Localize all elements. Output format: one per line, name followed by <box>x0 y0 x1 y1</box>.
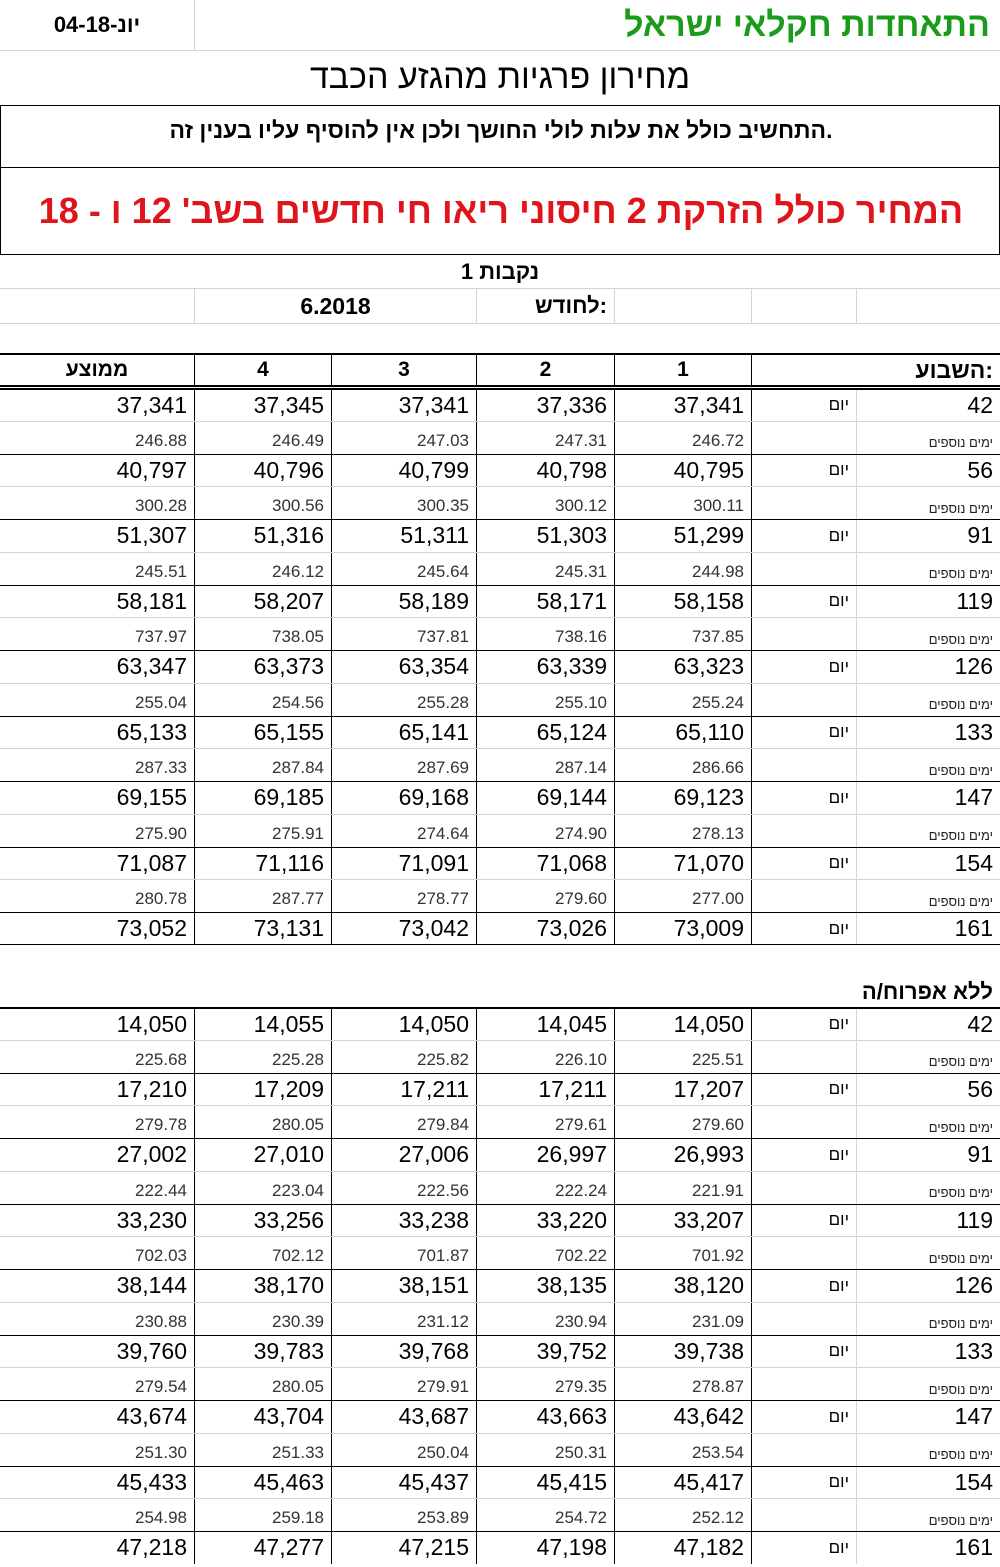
extra-average: 737.97 <box>0 618 195 650</box>
price-week-3: 37,341 <box>332 390 477 421</box>
price-week-2: 73,026 <box>477 913 615 945</box>
extra-days-row <box>0 617 1000 650</box>
extra-days-label: ימים נוספים <box>928 697 993 713</box>
extra-average: 251.30 <box>0 1434 195 1466</box>
price-week-3: 40,799 <box>332 455 477 487</box>
price-average: 73,052 <box>0 913 195 945</box>
table-row <box>0 388 1000 421</box>
age-days: 154 <box>954 849 993 876</box>
table-row <box>0 650 1000 683</box>
age-days: 91 <box>967 1141 993 1168</box>
price-average: 71,087 <box>0 848 195 880</box>
price-note: המחיר כולל הזרקת 2 חיסוני ריאו חי חדשים בשב' 12 ו - 18 <box>38 190 964 231</box>
extra-week-4: 280.05 <box>195 1368 332 1400</box>
price-week-1: 69,123 <box>615 782 752 814</box>
section2-title: ללא אפרוח/ה <box>861 978 993 1004</box>
extra-week-2: 247.31 <box>477 422 615 454</box>
extra-week-3: 701.87 <box>332 1237 477 1269</box>
extra-week-2: 300.12 <box>477 487 615 519</box>
extra-week-4: 702.12 <box>195 1237 332 1269</box>
day-label: יום <box>752 520 857 552</box>
price-week-1: 43,642 <box>615 1401 752 1433</box>
price-week-1: 40,795 <box>615 455 752 487</box>
age-days: 126 <box>954 1272 993 1299</box>
extra-week-4: 275.91 <box>195 815 332 847</box>
extra-week-1: 221.91 <box>615 1172 752 1204</box>
subtitle-row <box>0 255 1000 288</box>
extra-week-3: 279.84 <box>332 1106 477 1138</box>
extra-week-3: 279.91 <box>332 1368 477 1400</box>
extra-week-1: 300.11 <box>615 487 752 519</box>
price-week-3: 33,238 <box>332 1205 477 1237</box>
table-row <box>0 716 1000 749</box>
price-average: 45,433 <box>0 1467 195 1499</box>
price-week-4: 40,796 <box>195 455 332 487</box>
extra-week-3: 300.35 <box>332 487 477 519</box>
price-week-1: 37,341 <box>615 390 752 421</box>
table-row <box>0 1138 1000 1171</box>
table-row <box>0 1007 1000 1040</box>
extra-week-2: 226.10 <box>477 1041 615 1073</box>
extra-week-1: 252.12 <box>615 1499 752 1531</box>
extra-week-3: 231.12 <box>332 1303 477 1335</box>
price-week-1: 38,120 <box>615 1270 752 1302</box>
extra-week-1: 253.54 <box>615 1434 752 1466</box>
price-week-1: 63,323 <box>615 651 752 683</box>
extra-average: 702.03 <box>0 1237 195 1269</box>
month-label: לחודש: <box>477 289 615 323</box>
extra-week-2: 738.16 <box>477 618 615 650</box>
price-average: 33,230 <box>0 1205 195 1237</box>
extra-days-row <box>0 748 1000 781</box>
age-days: 119 <box>956 1206 993 1233</box>
price-week-3: 45,437 <box>332 1467 477 1499</box>
day-label: יום <box>752 1467 857 1499</box>
table-row <box>0 1269 1000 1302</box>
extra-days-row <box>0 486 1000 519</box>
extra-days-label: ימים נוספים <box>928 500 993 516</box>
price-average: 27,002 <box>0 1139 195 1171</box>
price-week-4: 73,131 <box>195 913 332 945</box>
extra-week-2: 255.10 <box>477 684 615 716</box>
extra-week-1: 279.60 <box>615 1106 752 1138</box>
price-week-2: 63,339 <box>477 651 615 683</box>
price-week-3: 14,050 <box>332 1009 477 1040</box>
price-week-3: 38,151 <box>332 1270 477 1302</box>
day-label: יום <box>752 586 857 618</box>
day-label: יום <box>752 913 857 945</box>
extra-week-2: 230.94 <box>477 1303 615 1335</box>
price-average: 17,210 <box>0 1074 195 1106</box>
extra-days-label: ימים נוספים <box>928 762 993 778</box>
price-week-3: 71,091 <box>332 848 477 880</box>
extra-days-row <box>0 552 1000 585</box>
price-week-4: 69,185 <box>195 782 332 814</box>
extra-days-label: ימים נוספים <box>928 1054 993 1070</box>
day-label: יום <box>752 1139 857 1171</box>
day-label: יום <box>752 1401 857 1433</box>
price-week-2: 14,045 <box>477 1009 615 1040</box>
table-row <box>0 1466 1000 1499</box>
col-week-2: 2 <box>477 355 615 385</box>
extra-days-row <box>0 683 1000 716</box>
col-week-label: השבוע: <box>915 356 993 383</box>
extra-week-3: 274.64 <box>332 815 477 847</box>
extra-days-label: ימים נוספים <box>928 1119 993 1135</box>
price-week-4: 58,207 <box>195 586 332 618</box>
extra-week-1: 286.66 <box>615 749 752 781</box>
age-days: 147 <box>954 784 993 811</box>
extra-week-2: 279.35 <box>477 1368 615 1400</box>
calculation-note: התחשיב כולל את עלות לולי החושך ולכן אין להוסיף עליו בענין זה. <box>169 116 833 143</box>
price-average: 63,347 <box>0 651 195 683</box>
price-week-2: 51,303 <box>477 520 615 552</box>
age-days: 147 <box>954 1403 993 1430</box>
extra-week-4: 230.39 <box>195 1303 332 1335</box>
price-week-4: 51,316 <box>195 520 332 552</box>
price-average: 69,155 <box>0 782 195 814</box>
price-week-1: 65,110 <box>615 717 752 749</box>
report-date: 04-יונ-18 <box>0 0 195 50</box>
extra-week-3: 255.28 <box>332 684 477 716</box>
age-days: 91 <box>967 522 993 549</box>
price-week-2: 39,752 <box>477 1336 615 1368</box>
extra-week-3: 278.77 <box>332 880 477 912</box>
extra-week-4: 246.12 <box>195 553 332 585</box>
extra-days-row <box>0 1498 1000 1531</box>
extra-week-2: 279.61 <box>477 1106 615 1138</box>
price-average: 43,674 <box>0 1401 195 1433</box>
day-label: יום <box>752 1074 857 1106</box>
price-average: 40,797 <box>0 455 195 487</box>
month-row <box>0 288 1000 324</box>
price-week-3: 65,141 <box>332 717 477 749</box>
age-days: 161 <box>954 1534 993 1561</box>
price-week-1: 33,207 <box>615 1205 752 1237</box>
extra-week-3: 225.82 <box>332 1041 477 1073</box>
extra-days-row <box>0 1367 1000 1400</box>
extra-week-3: 250.04 <box>332 1434 477 1466</box>
price-week-3: 69,168 <box>332 782 477 814</box>
col-week-1: 1 <box>615 355 752 385</box>
extra-average: 245.51 <box>0 553 195 585</box>
extra-week-1: 246.72 <box>615 422 752 454</box>
extra-days-label: ימים נוספים <box>928 1447 993 1463</box>
extra-week-1: 278.87 <box>615 1368 752 1400</box>
extra-average: 246.88 <box>0 422 195 454</box>
extra-week-4: 738.05 <box>195 618 332 650</box>
age-days: 133 <box>954 718 993 745</box>
price-week-3: 73,042 <box>332 913 477 945</box>
price-week-4: 43,704 <box>195 1401 332 1433</box>
extra-week-4: 300.56 <box>195 487 332 519</box>
price-week-3: 63,354 <box>332 651 477 683</box>
day-label: יום <box>752 1532 857 1564</box>
extra-days-row <box>0 1302 1000 1335</box>
extra-week-2: 287.14 <box>477 749 615 781</box>
price-week-2: 40,798 <box>477 455 615 487</box>
extra-days-row <box>0 1236 1000 1269</box>
extra-week-4: 259.18 <box>195 1499 332 1531</box>
price-week-4: 27,010 <box>195 1139 332 1171</box>
column-header-row <box>0 353 1000 387</box>
price-week-3: 27,006 <box>332 1139 477 1171</box>
price-week-3: 47,215 <box>332 1532 477 1564</box>
price-week-2: 43,663 <box>477 1401 615 1433</box>
day-label: יום <box>752 1205 857 1237</box>
day-label: יום <box>752 1336 857 1368</box>
table-row <box>0 1204 1000 1237</box>
extra-week-3: 247.03 <box>332 422 477 454</box>
price-week-3: 17,211 <box>332 1074 477 1106</box>
price-week-2: 65,124 <box>477 717 615 749</box>
org-name: התאחדות חקלאי ישראל <box>624 5 990 44</box>
table-row <box>0 1400 1000 1433</box>
age-days: 161 <box>954 915 993 942</box>
age-days: 56 <box>967 1075 993 1102</box>
price-week-1: 47,182 <box>615 1532 752 1564</box>
day-label: יום <box>752 782 857 814</box>
extra-average: 280.78 <box>0 880 195 912</box>
extra-week-2: 702.22 <box>477 1237 615 1269</box>
extra-week-1: 701.92 <box>615 1237 752 1269</box>
table-row <box>0 585 1000 618</box>
header-row <box>0 0 1000 51</box>
extra-days-label: ימים נוספים <box>928 631 993 647</box>
extra-week-1: 737.85 <box>615 618 752 650</box>
extra-days-label: ימים נוספים <box>928 1316 993 1332</box>
page-title: מחירון פרגיות מהגזע הכבד <box>309 58 691 96</box>
extra-week-2: 274.90 <box>477 815 615 847</box>
price-week-2: 69,144 <box>477 782 615 814</box>
extra-days-label: ימים נוספים <box>928 566 993 582</box>
extra-week-4: 287.77 <box>195 880 332 912</box>
extra-average: 279.78 <box>0 1106 195 1138</box>
price-average: 38,144 <box>0 1270 195 1302</box>
extra-days-label: ימים נוספים <box>928 1185 993 1201</box>
price-average: 47,218 <box>0 1532 195 1564</box>
price-week-4: 63,373 <box>195 651 332 683</box>
table-row <box>0 912 1000 945</box>
price-average: 58,181 <box>0 586 195 618</box>
extra-week-2: 250.31 <box>477 1434 615 1466</box>
extra-average: 287.33 <box>0 749 195 781</box>
extra-average: 254.98 <box>0 1499 195 1531</box>
age-days: 133 <box>954 1337 993 1364</box>
extra-week-2: 245.31 <box>477 553 615 585</box>
extra-week-3: 222.56 <box>332 1172 477 1204</box>
extra-average: 279.54 <box>0 1368 195 1400</box>
extra-days-row <box>0 1171 1000 1204</box>
col-avg: ממוצע <box>0 355 195 385</box>
price-week-4: 65,155 <box>195 717 332 749</box>
price-week-1: 17,207 <box>615 1074 752 1106</box>
price-week-1: 39,738 <box>615 1336 752 1368</box>
table-row <box>0 847 1000 880</box>
price-week-4: 33,256 <box>195 1205 332 1237</box>
price-week-2: 17,211 <box>477 1074 615 1106</box>
col-week-4: 4 <box>195 355 332 385</box>
section2-title-row <box>0 976 1000 1007</box>
price-note-row <box>0 167 1000 255</box>
price-week-2: 33,220 <box>477 1205 615 1237</box>
extra-week-4: 251.33 <box>195 1434 332 1466</box>
price-week-4: 14,055 <box>195 1009 332 1040</box>
extra-week-3: 287.69 <box>332 749 477 781</box>
extra-days-row <box>0 1105 1000 1138</box>
extra-days-label: ימים נוספים <box>928 1381 993 1397</box>
day-label: יום <box>752 1009 857 1040</box>
price-week-4: 17,209 <box>195 1074 332 1106</box>
extra-week-3: 737.81 <box>332 618 477 650</box>
day-label: יום <box>752 848 857 880</box>
month-value: 6.2018 <box>195 289 477 323</box>
extra-days-row <box>0 879 1000 912</box>
extra-week-4: 246.49 <box>195 422 332 454</box>
table-row <box>0 1335 1000 1368</box>
extra-average: 275.90 <box>0 815 195 847</box>
extra-days-row <box>0 814 1000 847</box>
extra-average: 222.44 <box>0 1172 195 1204</box>
extra-days-label: ימים נוספים <box>928 1250 993 1266</box>
table-row <box>0 1073 1000 1106</box>
table-row <box>0 1531 1000 1564</box>
extra-days-label: ימים נוספים <box>928 828 993 844</box>
table-row <box>0 781 1000 814</box>
females-subtitle: נקבות 1 <box>460 258 540 284</box>
table-row <box>0 519 1000 552</box>
price-week-3: 39,768 <box>332 1336 477 1368</box>
price-week-2: 47,198 <box>477 1532 615 1564</box>
extra-average: 225.68 <box>0 1041 195 1073</box>
price-week-1: 51,299 <box>615 520 752 552</box>
extra-week-1: 277.00 <box>615 880 752 912</box>
extra-average: 230.88 <box>0 1303 195 1335</box>
price-week-1: 73,009 <box>615 913 752 945</box>
extra-average: 255.04 <box>0 684 195 716</box>
day-label: יום <box>752 651 857 683</box>
extra-week-1: 278.13 <box>615 815 752 847</box>
day-label: יום <box>752 455 857 487</box>
age-days: 42 <box>967 391 993 418</box>
extra-week-1: 231.09 <box>615 1303 752 1335</box>
day-label: יום <box>752 1270 857 1302</box>
price-week-2: 37,336 <box>477 390 615 421</box>
extra-week-4: 280.05 <box>195 1106 332 1138</box>
age-days: 126 <box>954 653 993 680</box>
extra-week-1: 225.51 <box>615 1041 752 1073</box>
extra-week-4: 223.04 <box>195 1172 332 1204</box>
price-week-4: 71,116 <box>195 848 332 880</box>
extra-days-row <box>0 1040 1000 1073</box>
price-average: 65,133 <box>0 717 195 749</box>
price-week-1: 71,070 <box>615 848 752 880</box>
extra-days-label: ימים נוספים <box>928 893 993 909</box>
extra-days-row <box>0 421 1000 454</box>
extra-average: 300.28 <box>0 487 195 519</box>
extra-week-2: 254.72 <box>477 1499 615 1531</box>
price-week-4: 39,783 <box>195 1336 332 1368</box>
extra-week-4: 254.56 <box>195 684 332 716</box>
price-average: 51,307 <box>0 520 195 552</box>
price-average: 39,760 <box>0 1336 195 1368</box>
age-days: 154 <box>954 1468 993 1495</box>
title-row <box>0 50 1000 105</box>
extra-week-1: 255.24 <box>615 684 752 716</box>
extra-week-2: 222.24 <box>477 1172 615 1204</box>
price-week-3: 43,687 <box>332 1401 477 1433</box>
price-week-2: 26,997 <box>477 1139 615 1171</box>
extra-week-3: 245.64 <box>332 553 477 585</box>
note-row <box>0 105 1000 167</box>
extra-week-2: 279.60 <box>477 880 615 912</box>
price-average: 37,341 <box>0 390 195 421</box>
day-label: יום <box>752 390 857 421</box>
age-days: 42 <box>967 1010 993 1037</box>
price-week-4: 45,463 <box>195 1467 332 1499</box>
price-week-1: 26,993 <box>615 1139 752 1171</box>
price-week-1: 14,050 <box>615 1009 752 1040</box>
extra-days-label: ימים נוספים <box>928 1512 993 1528</box>
price-week-2: 71,068 <box>477 848 615 880</box>
extra-week-3: 253.89 <box>332 1499 477 1531</box>
price-week-2: 45,415 <box>477 1467 615 1499</box>
extra-days-label: ימים נוספים <box>928 435 993 451</box>
price-week-1: 45,417 <box>615 1467 752 1499</box>
price-week-1: 58,158 <box>615 586 752 618</box>
price-week-4: 37,345 <box>195 390 332 421</box>
age-days: 56 <box>967 456 993 483</box>
price-week-4: 47,277 <box>195 1532 332 1564</box>
extra-week-4: 225.28 <box>195 1041 332 1073</box>
price-week-3: 58,189 <box>332 586 477 618</box>
price-week-4: 38,170 <box>195 1270 332 1302</box>
day-label: יום <box>752 717 857 749</box>
extra-week-4: 287.84 <box>195 749 332 781</box>
age-days: 119 <box>956 587 993 614</box>
col-week-3: 3 <box>332 355 477 385</box>
price-week-2: 58,171 <box>477 586 615 618</box>
extra-week-1: 244.98 <box>615 553 752 585</box>
price-week-2: 38,135 <box>477 1270 615 1302</box>
table-row <box>0 454 1000 487</box>
extra-days-row <box>0 1433 1000 1466</box>
price-week-3: 51,311 <box>332 520 477 552</box>
price-average: 14,050 <box>0 1009 195 1040</box>
